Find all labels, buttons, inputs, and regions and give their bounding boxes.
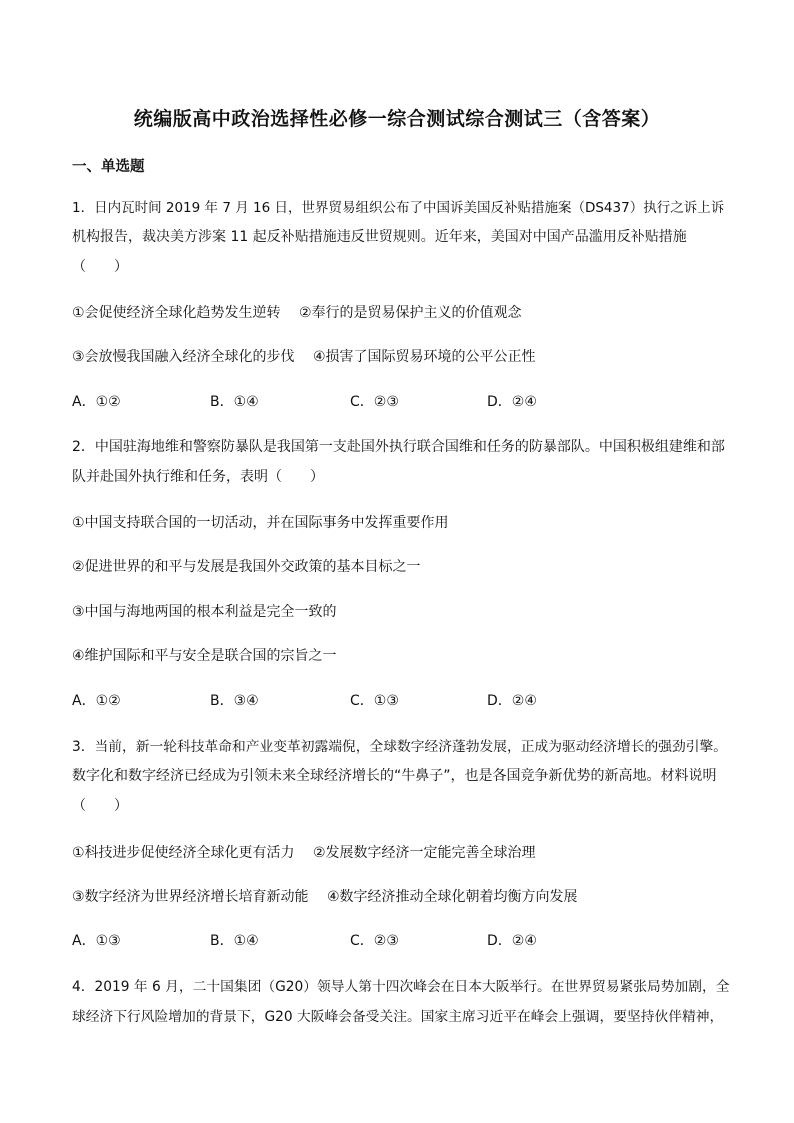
q3-line-1: 3．当前，新一轮科技革命和产业变革初露端倪，全球数字经济蓬勃发展，正成为驱动经济增长的强劲引擎。 — [72, 739, 728, 755]
q2-line-1: 2．中国驻海地维和警察防暴队是我国第一支赴国外执行联合国维和任务的防暴部队。中国积极组建维和部 — [72, 439, 725, 455]
q2-option-c: C．①③ — [350, 693, 399, 709]
q1-option-d: D．②④ — [487, 394, 537, 410]
q2-options — [72, 690, 537, 710]
q3-line-2: 数字化和数字经济已经成为引领未来全球经济增长的“牛鼻子”，也是各国竞争新优势的新高地。材料说明 — [72, 768, 717, 784]
q3-option-b: B．①④ — [210, 933, 259, 949]
q2-option-d: D．②④ — [487, 693, 537, 709]
q1-line-1: 1．日内瓦时间 2019 年 7 月 16 日，世界贸易组织公布了中国诉美国反补贴措施案（DS437）执行之诉上诉 — [72, 200, 725, 216]
q2-statement-3: ③中国与海地两国的根本利益是完全一致的 — [72, 604, 337, 620]
q3-option-c: C．②③ — [350, 933, 399, 949]
q2-statement-2: ②促进世界的和平与发展是我国外交政策的基本目标之一 — [72, 559, 421, 575]
q1-options — [72, 391, 537, 411]
q3-statement-2: ③数字经济为世界经济增长培育新动能 ④数字经济推动全球化朝着均衡方向发展 — [72, 889, 578, 905]
q2-statement-1: ①中国支持联合国的一切活动，并在国际事务中发挥重要作用 — [72, 515, 449, 531]
q3-line-3: （ ） — [72, 798, 128, 814]
q4-line-2: 球经济下行风险增加的背景下，G20 大阪峰会备受关注。国家主席习近平在峰会上强调，要坚持伙伴精神， — [72, 1009, 724, 1025]
q1-option-c: C．②③ — [350, 394, 399, 410]
q2-option-b: B．③④ — [210, 693, 259, 709]
q1-statement-2: ③会放慢我国融入经济全球化的步伐 ④损害了国际贸易环境的公平公正性 — [72, 349, 536, 365]
q3-option-d: D．②④ — [487, 933, 537, 949]
q3-option-a: A．①③ — [72, 933, 121, 949]
q2-statement-4: ④维护国际和平与安全是联合国的宗旨之一 — [72, 648, 337, 664]
q3-options — [72, 930, 537, 950]
document-title: 统编版高中政治选择性必修一综合测试综合测试三（含答案） — [133, 108, 661, 130]
q1-line-3: （ ） — [72, 259, 128, 275]
q1-line-2: 机构报告，裁决美方涉案 11 起反补贴措施违反世贸规则。近年来，美国对中国产品滥用反补贴措施 — [72, 229, 687, 245]
q4-line-1: 4．2019 年 6 月，二十国集团（G20）领导人第十四次峰会在日本大阪举行。在世界贸易紧张局势加剧，全 — [72, 979, 730, 995]
q1-option-b: B．①④ — [210, 394, 259, 410]
q2-option-a: A．①② — [72, 693, 121, 709]
q1-option-a: A．①② — [72, 394, 121, 410]
q2-line-2: 队并赴国外执行维和任务，表明（ ） — [72, 469, 324, 485]
section-heading: 一、单选题 — [72, 159, 145, 175]
q3-statement-1: ①科技进步促使经济全球化更有活力 ②发展数字经济一定能完善全球治理 — [72, 845, 536, 861]
q1-statement-1: ①会促使经济全球化趋势发生逆转 ②奉行的是贸易保护主义的价值观念 — [72, 305, 522, 321]
